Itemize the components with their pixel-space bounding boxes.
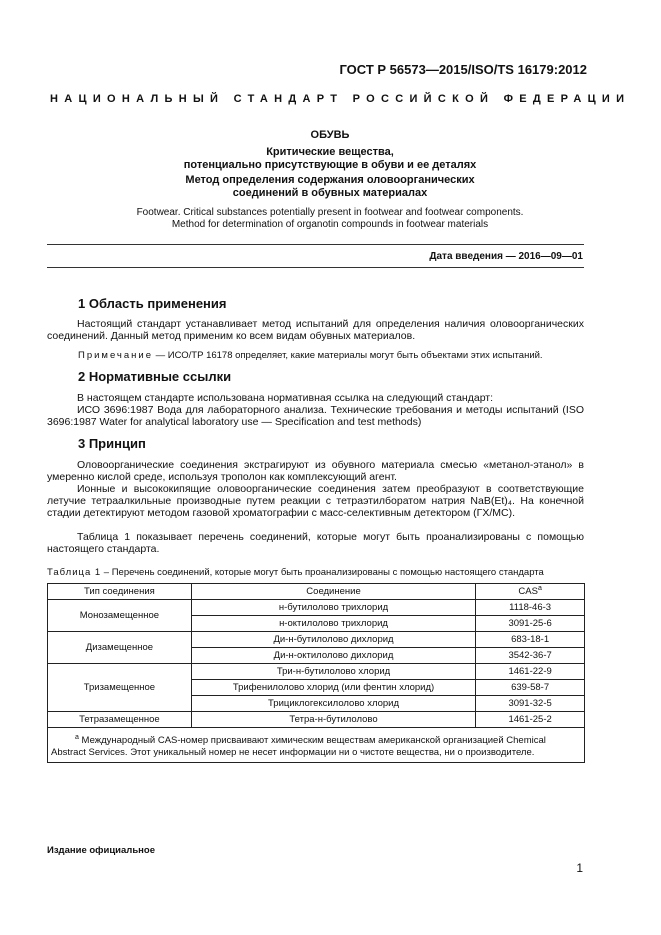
note-label: Примечание	[78, 350, 153, 361]
section-3-p3: Таблица 1 показывает перечень соединений, которые могут быть проанализированы с помощью настоящего стандарта.	[47, 531, 584, 555]
compound-cell: Три-н-бутилолово хлорид	[191, 664, 475, 680]
table-row	[48, 712, 585, 728]
english-title-line2: Method for determination of organotin compounds in footwear materials	[171, 219, 489, 230]
english-title-line1: Footwear. Critical substances potentially present in footwear and footwear components.	[136, 207, 524, 218]
type-cell: Дизамещенное	[48, 632, 192, 664]
compound-cell: н-октилолово трихлорид	[191, 616, 475, 632]
cas-cell: 1461-25-2	[476, 712, 585, 728]
table-header-row	[48, 584, 585, 600]
title-block	[90, 129, 570, 200]
section-3-p2: Ионные и высококипящие оловоорганические соединения затем преобразуют в соответствующие летучие тетраалкильные производные путем реакции с тетраэтилборатом натрия NaB(Et)₄. На конечной стадии детектируют методом газовой хроматографии с масс-селективным детектором (ГХ/МС).	[47, 483, 584, 519]
footnote-mark: a	[75, 734, 79, 742]
cas-cell: 1118-46-3	[476, 600, 585, 616]
table-caption	[47, 567, 544, 578]
footnote-text: Международный CAS-номер присваивают химическим веществам американской организацией Chemical Abstract Services. Этот уникальный номер не несет информации ни о чистоте вещества, ни о производителе.	[51, 735, 546, 758]
compounds-table	[47, 583, 585, 763]
table-footnote	[48, 728, 585, 763]
divider-bottom	[47, 267, 584, 268]
type-cell: Монозамещенное	[48, 600, 192, 632]
title-main: ОБУВЬ	[310, 129, 350, 141]
type-cell: Тетразамещенное	[48, 712, 192, 728]
compound-cell: н-бутилолово трихлорид	[191, 600, 475, 616]
compound-cell: Трифенилолово хлорид (или фентин хлорид)	[191, 680, 475, 696]
cas-cell: 3091-32-5	[476, 696, 585, 712]
header-compound: Соединение	[191, 584, 475, 600]
document-code: ГОСТ Р 56573—2015/ISO/TS 16179:2012	[339, 62, 587, 77]
english-title	[80, 207, 580, 231]
compound-cell: Тетра-н-бутилолово	[191, 712, 475, 728]
table-caption-label: Таблица 1	[47, 567, 102, 578]
compound-cell: Трициклогексилолово хлорид	[191, 696, 475, 712]
title-sub2a: Метод определения содержания оловоорганических	[185, 174, 475, 186]
national-standard-banner: НАЦИОНАЛЬНЫЙ СТАНДАРТ РОССИЙСКОЙ ФЕДЕРАЦИИ	[50, 93, 631, 105]
table-row	[48, 600, 585, 616]
page-number: 1	[576, 861, 583, 875]
cas-cell: 1461-22-9	[476, 664, 585, 680]
header-cas: CAS$^a$	[476, 584, 585, 600]
section-1-note	[78, 350, 584, 362]
cas-cell: 683-18-1	[476, 632, 585, 648]
cas-cell: 3542-36-7	[476, 648, 585, 664]
note-text: — ИСО/ТР 16178 определяет, какие материалы могут быть объектами этих испытаний.	[153, 350, 543, 361]
section-2-line2: ИСО 3696:1987 Вода для лабораторного анализа. Технические требования и методы испытаний (ISO 3696:1987 Water for analytical laboratory use — Specification and test methods)	[47, 404, 584, 428]
section-2-line1: В настоящем стандарте использована нормативная ссылка на следующий стандарт:	[77, 392, 494, 404]
type-cell: Тризамещенное	[48, 664, 192, 712]
effective-date: Дата введения — 2016—09—01	[429, 251, 583, 262]
table-caption-text: – Перечень соединений, которые могут быть проанализированы с помощью настоящего стандарта	[101, 567, 544, 578]
compound-cell: Ди-н-октилолово дихлорид	[191, 648, 475, 664]
divider-top	[47, 244, 584, 245]
official-edition-label: Издание официальное	[47, 845, 155, 856]
table-footnote-row	[48, 728, 585, 763]
section-2-heading: 2 Нормативные ссылки	[78, 369, 232, 384]
cas-cell: 3091-25-6	[476, 616, 585, 632]
section-1-heading: 1 Область применения	[78, 296, 227, 311]
title-sub1b: потенциально присутствующие в обуви и ее деталях	[183, 159, 477, 171]
section-3-heading: 3 Принцип	[78, 436, 146, 451]
cas-cell: 639-58-7	[476, 680, 585, 696]
title-sub2b: соединений в обувных материалах	[232, 187, 428, 199]
table-row	[48, 664, 585, 680]
compound-cell: Ди-н-бутилолово дихлорид	[191, 632, 475, 648]
header-type: Тип соединения	[48, 584, 192, 600]
title-sub1a: Критические вещества,	[266, 146, 394, 158]
table-row	[48, 632, 585, 648]
section-3-p1: Оловоорганические соединения экстрагируют из обувного материала смесью «метанол-этанол» в умеренно кислой среде, используя трополон как комплексующий агент.	[47, 459, 584, 483]
section-1-text: Настоящий стандарт устанавливает метод испытаний для определения наличия оловоорганических соединений. Данный метод применим ко всем видам обувных материалов.	[47, 318, 584, 342]
